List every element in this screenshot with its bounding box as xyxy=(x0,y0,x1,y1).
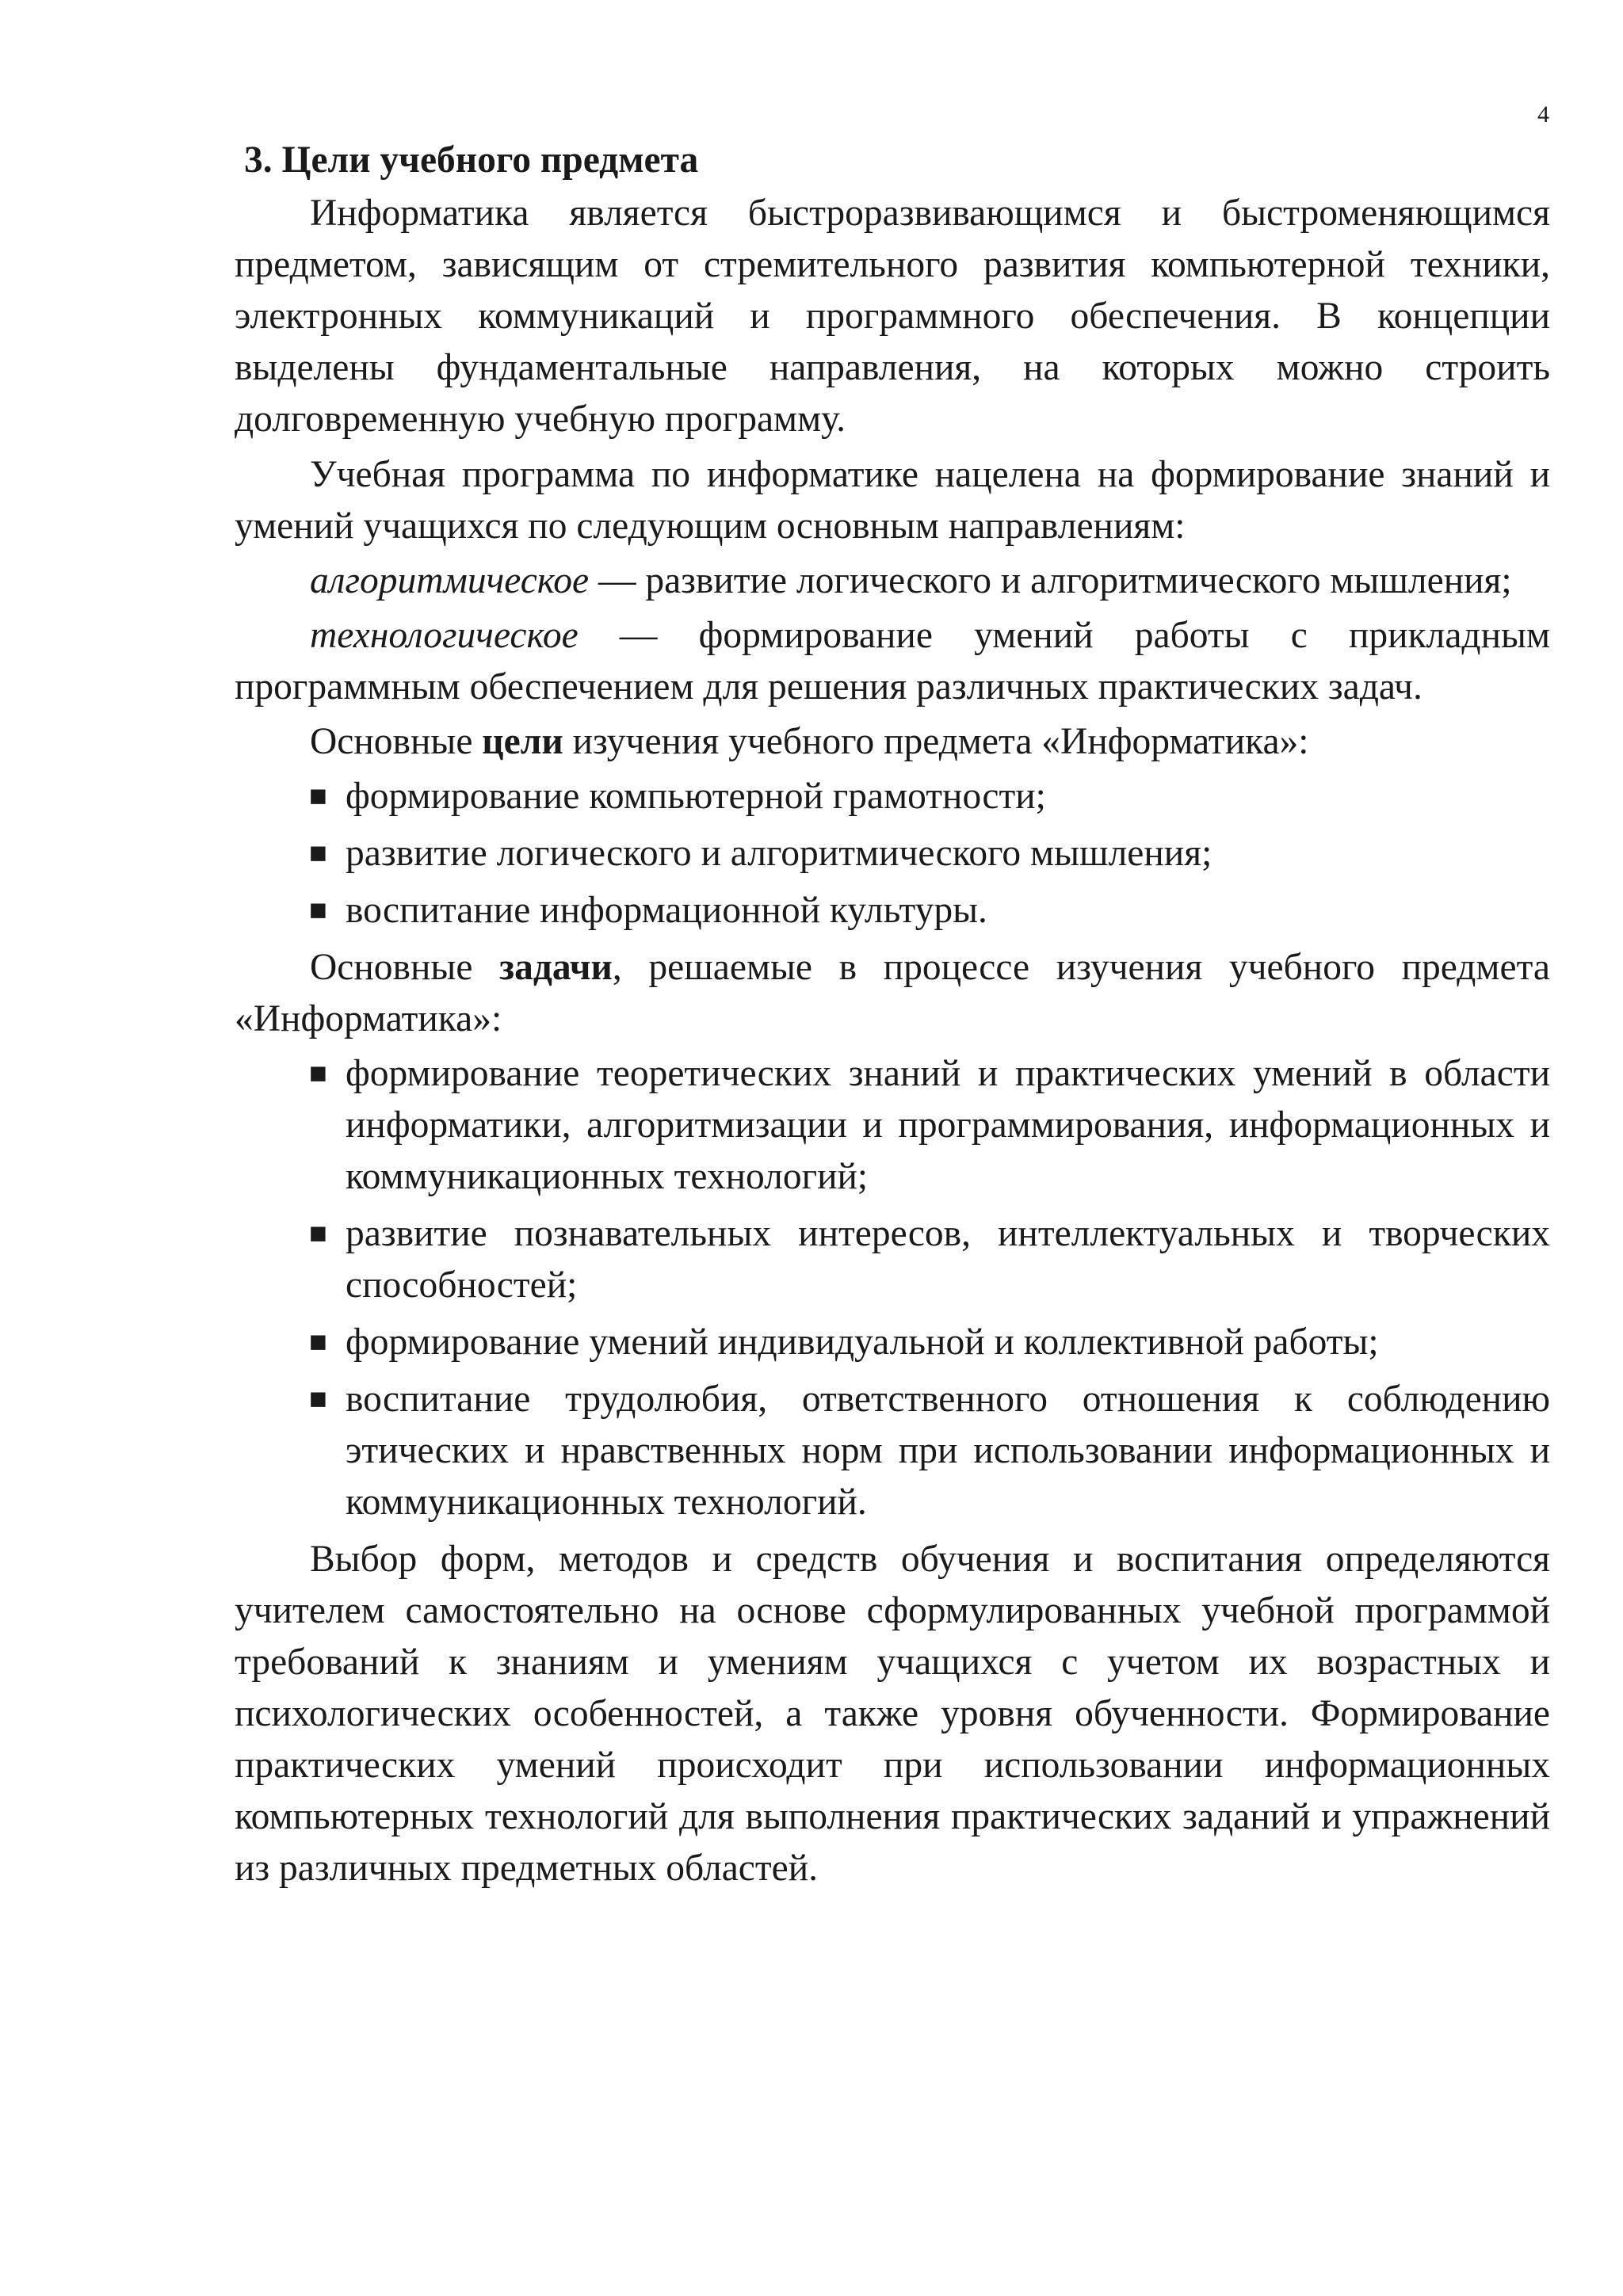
tasks-intro xyxy=(235,942,1550,1045)
page-number: 4 xyxy=(1537,101,1549,128)
list-item-text: развитие логического и алгоритмического мышления; xyxy=(346,833,1212,874)
list-item xyxy=(309,1048,1550,1203)
list-item-text: воспитание информационной культуры. xyxy=(346,890,987,931)
list-item xyxy=(309,1317,1550,1368)
tasks-prefix: Основные xyxy=(310,947,500,988)
bullet-square-icon: ■ xyxy=(309,780,327,813)
bullet-square-icon: ■ xyxy=(309,1217,327,1250)
goals-list xyxy=(235,771,1550,936)
list-item-text: развитие познавательных интересов, интеллектуальных и творческих способностей; xyxy=(346,1213,1550,1306)
bullet-square-icon: ■ xyxy=(309,1383,327,1416)
list-item-text: формирование теоретических знаний и практических умений в области информатики, алгоритмизации и программирования, информационных и коммуникационных технологий; xyxy=(346,1053,1550,1197)
direction-term: технологическое xyxy=(310,615,579,656)
list-item xyxy=(309,1208,1550,1311)
list-item xyxy=(309,885,1550,936)
direction-text: — формирование умений работы с прикладным программным обеспечением для решения различных практических задач. xyxy=(235,615,1550,707)
tasks-list xyxy=(235,1048,1550,1528)
goals-prefix: Основные xyxy=(310,721,483,762)
list-item xyxy=(309,771,1550,822)
list-item-text: воспитание трудолюбия, ответственного отношения к соблюдению этических и нравственных норм при использовании информационных и коммуникационных технологий. xyxy=(346,1379,1550,1523)
closing-paragraph: Выбор форм, методов и средств обучения и воспитания определяются учителем самостоятельно на основе сформулированных учебной программой требований к знаниям и умениям учащихся с учетом их возрастных и психологических особенностей, а также уровня обученности. Формирование практических умений происходит при использовании информационных компьютерных технологий для выполнения практических заданий и упражнений из различных предметных областей. xyxy=(235,1539,1550,1889)
bullet-square-icon: ■ xyxy=(309,837,327,870)
list-item-text: формирование умений индивидуальной и коллективной работы; xyxy=(346,1322,1379,1363)
list-item xyxy=(309,828,1550,879)
direction-technological xyxy=(235,610,1550,713)
bullet-square-icon: ■ xyxy=(309,1057,327,1090)
direction-algorithmic xyxy=(235,555,1550,607)
bullet-square-icon: ■ xyxy=(309,894,327,927)
tasks-keyword: задачи xyxy=(499,947,613,988)
bullet-square-icon: ■ xyxy=(309,1325,327,1359)
program-paragraph: Учебная программа по информатике нацелена на формирование знаний и умений учащихся по следующим основным направлениям: xyxy=(235,454,1550,547)
direction-text: — развитие логического и алгоритмического мышления; xyxy=(589,560,1512,601)
goals-intro xyxy=(235,716,1550,768)
list-item xyxy=(309,1374,1550,1528)
goals-keyword: цели xyxy=(482,721,563,762)
direction-term: алгоритмическое xyxy=(310,560,590,601)
tasks-suffix: , решаемые в процессе изучения учебного предмета «Информатика»: xyxy=(235,947,1550,1039)
intro-paragraph: Информатика является быстроразвивающимся и быстроменяющимся предметом, зависящим от стремительного развития компьютерной техники, электронных коммуникаций и программного обеспечения. В концепции выделены фундаментальные направления, на которых можно строить долговременную учебную программу. xyxy=(235,193,1550,440)
document-body xyxy=(235,135,1550,1898)
goals-suffix: изучения учебного предмета «Информатика»: xyxy=(563,721,1309,762)
list-item-text: формирование компьютерной грамотности; xyxy=(346,776,1046,817)
section-heading: 3. Цели учебного предмета xyxy=(244,139,699,181)
